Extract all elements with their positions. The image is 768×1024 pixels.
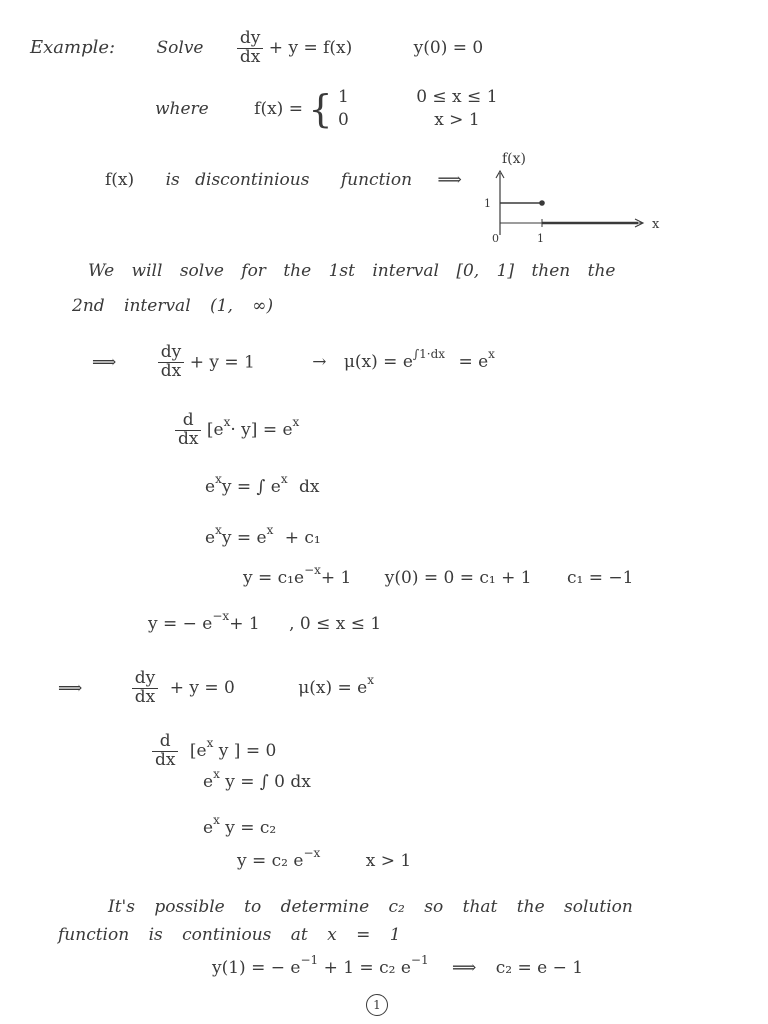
int1-integrating-factor: $\mu(x) = e^{\int 1\cdot dx} = e^x$	[343, 347, 495, 373]
left-brace: {	[308, 86, 333, 131]
int2-integrating-factor: $\mu(x) = e^x$	[298, 673, 375, 699]
graph-tick-0: 0	[492, 232, 499, 245]
int2-dydx: $\frac{dy}{dx}$	[132, 670, 159, 707]
graph-endpoint	[539, 200, 545, 206]
plan-line-2: 2nd interval (1, ∞)	[72, 296, 274, 316]
int1-arrow: ⟹	[92, 352, 117, 373]
int1-ic-eval: y(0) = 0 = c₁ + 1	[384, 568, 532, 588]
case-values: 1 0	[337, 87, 349, 130]
int1-result-line: $e^xy = e^x + c_1$	[205, 523, 321, 548]
implies-arrow: ⟹	[437, 170, 462, 190]
c1-value: c₁ = −1	[566, 568, 634, 588]
where-line	[155, 86, 498, 132]
where-word: where	[155, 98, 209, 119]
initial-condition: y(0) = 0	[413, 37, 484, 58]
plan-line-1: We will solve for the 1st interval [0, 1] then the	[88, 261, 616, 281]
int2-integral-line: $e^x$ y = ∫ 0 dx	[203, 767, 311, 792]
page-number: 1	[366, 994, 388, 1016]
continuity-equation: y(1) = − $e^{-1} + 1 = c_2$ $e^{-1}$ ⟹ c₂ = e − 1	[212, 953, 584, 978]
graph-y-label: f(x)	[502, 151, 527, 167]
discontinious-word: discontinious	[195, 170, 310, 190]
conclusion-line-2: function is continious at x = 1	[58, 925, 401, 945]
solve-word: Solve	[156, 37, 204, 58]
ode-rest: + y = f(x)	[268, 37, 353, 58]
int2-result-line: $e^x$ y = c₂	[203, 813, 277, 838]
int1-derivative-line: $\frac{d}{dx}$ $[e^x\cdot y] = e^x$	[175, 412, 299, 449]
int1-solution-line: $y = c_1e^{-x}+ 1$ y(0) = 0 = c₁ + 1 c₁ = −1	[243, 563, 634, 588]
int1-final-line: y = − $e^{-x}+ 1$ , 0 ≤ x ≤ 1	[148, 609, 382, 634]
fx-word: f(x)	[105, 170, 135, 190]
example-line	[30, 30, 483, 67]
int1-dydx: $\frac{dy}{dx}$	[158, 344, 185, 381]
int2-solution-line: y = c₂ $e^{-x}$ x > 1	[237, 846, 412, 871]
example-label: Example:	[30, 36, 116, 58]
conclusion-line-1: It's possible to determine c₂ so that the solution	[108, 897, 633, 917]
int2-ode-line: ⟹ $\frac{dy}{dx}$ + y = 0 $\mu(x) = e^x$	[58, 668, 375, 707]
step-function-graph	[480, 145, 670, 245]
f-lhs: f(x) =	[254, 98, 303, 119]
graph-tick-1x: 1	[537, 232, 544, 245]
graph-tick-1y: 1	[484, 197, 491, 210]
discontinuous-line: f(x) is discontinious function ⟹	[105, 170, 462, 190]
int1-ode-line: ⟹ $\frac{dy}{dx}$ + $y = 1 \to \mu(x) = e^{\int 1\cdot dx} = e^x$	[92, 342, 495, 381]
graph-x-label: x	[652, 217, 660, 232]
int2-arrow: ⟹	[58, 678, 83, 699]
dy-dx-fraction: $\frac{dy}{dx}$	[237, 30, 264, 67]
c2-value: c₂ = e − 1	[495, 958, 584, 978]
int1-integral-line: $e^xy$ = ∫ $e^x$ dx	[205, 472, 320, 497]
case-conditions: 0 ≤ x ≤ 1 x > 1	[416, 87, 498, 130]
int2-derivative-line: $\frac{d}{dx}$ [$e^x$ y ] = 0	[152, 733, 276, 770]
